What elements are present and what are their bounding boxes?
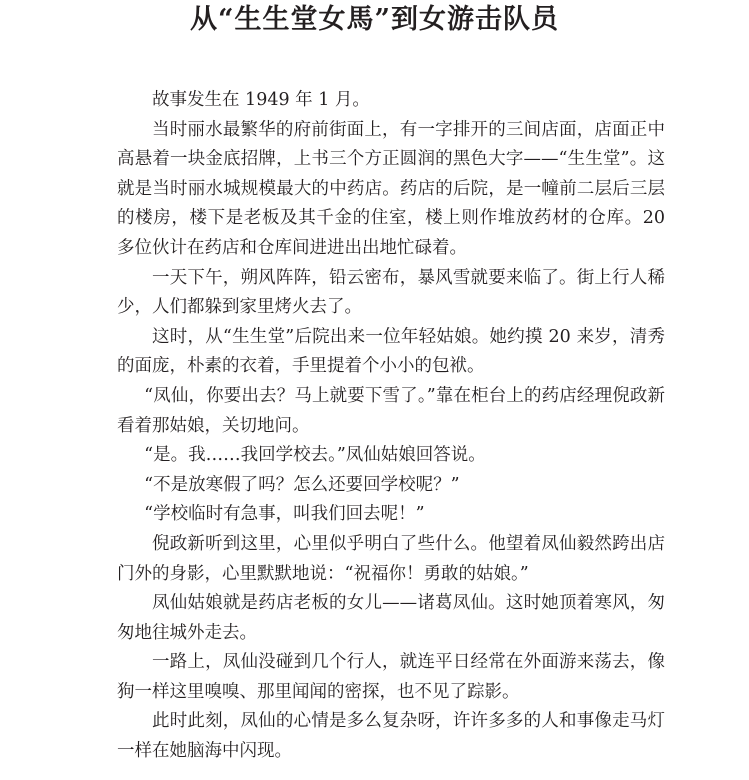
paragraph-6: “是。我……我回学校去。”凤仙姑娘回答说。 xyxy=(144,445,486,466)
chapter-body xyxy=(117,86,665,767)
paragraph-1: 故事发生在 1949 年 1 月。 xyxy=(152,90,370,110)
paragraph-4: 这时，从“生生堂”后院出来一位年轻姑娘。她约摸 20 来岁，清秀的面庞，朴素的衣着，手里提着个小小的包袱。 xyxy=(117,326,665,377)
paragraph-10: 凤仙姑娘就是药店老板的女儿——诸葛凤仙。这时她顶着寒风，匆匆地往城外走去。 xyxy=(117,593,665,643)
paragraph-5: “凤仙，你要出去？马上就要下雪了。”靠在柜台上的药店经理倪政新看着那姑娘，关切地问。 xyxy=(117,385,665,436)
paragraph-3: 一天下午，朔风阵阵，铅云密布，暴风雪就要来临了。街上行人稀少，人们都躲到家里烤火去了。 xyxy=(117,267,665,318)
paragraph-2: 当时丽水最繁华的府前街面上，有一字排开的三间店面，店面正中高悬着一块金底招牌，上书三个方正圆润的黑色大字——“生生堂”。这就是当时丽水城规模最大的中药店。药店的后院，是一幢前二层后三层的楼房，楼下是老板及其千金的住室，楼上则作堆放药材的仓库。20 多位伙计在药店和仓库间进进出出地忙碌着。 xyxy=(117,119,665,258)
paragraph-9: 倪政新听到这里，心里似乎明白了些什么。他望着凤仙毅然跨出店门外的身影，心里默默地说：“祝福你！勇敢的姑娘。” xyxy=(117,533,665,584)
paragraph-8: “学校临时有急事，叫我们回去呢！” xyxy=(144,504,425,525)
chapter-title: 从“生生堂女馬”到女游击队员 xyxy=(189,4,560,35)
paragraph-11: 一路上，凤仙没碰到几个行人，就连平日经常在外面游来荡去，像狗一样这里嗅嗅、那里闻闻的密探，也不见了踪影。 xyxy=(117,652,665,702)
paragraph-12: 此时此刻，凤仙的心情是多么复杂呀，许许多多的人和事像走马灯一样在她脑海中闪现。 xyxy=(117,711,665,762)
paragraph-7: “不是放寒假了吗？怎么还要回学校呢？” xyxy=(144,474,460,495)
